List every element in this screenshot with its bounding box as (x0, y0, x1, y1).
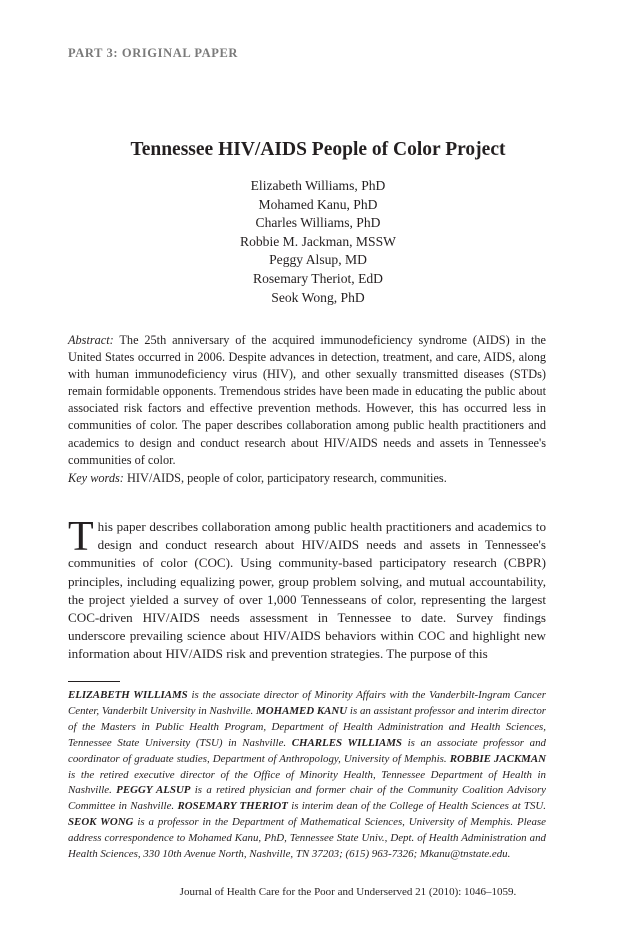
footnote-text: is a professor in the Department of Mathematical Sciences, University of Memphis. Please address correspondence to Mohamed Kanu, PhD, Tennessee State Univ., Dept. of Health Administration and Health Sciences, 330 10th Avenue North, Nashville, TN 37203; (615) 963-7326; Mkanu@tnstate.edu. (68, 816, 546, 861)
body-paragraph (68, 514, 546, 664)
footnote-author-name: MOHAMED KANU (256, 704, 348, 717)
footnote-text: is interim dean of the College of Health Sciences at TSU. (287, 800, 547, 813)
paper-title: Tennessee HIV/AIDS People of Color Project (130, 139, 506, 160)
section-label: PART 3: ORIGINAL PAPER (68, 46, 239, 60)
footnote-text: is a retired physician and former chair of the Community Coalition Advisory Committee in Nashville. (68, 784, 547, 813)
author-name: Peggy Alsup, MD (269, 252, 367, 268)
footnote-text: is the associate director of Minority Affairs with the Vanderbilt-Ingram Cancer Center, Vanderbilt University in Nashville. (68, 689, 546, 717)
keywords-label: Key words: (68, 471, 124, 485)
author-footnote (68, 688, 546, 863)
footnote-author-name: ROSEMARY THERIOT (177, 800, 288, 813)
author-name: Seok Wong, PhD (271, 289, 365, 305)
abstract-label: Abstract: (68, 333, 114, 347)
footnote-text: is an associate professor and coordinator of graduate studies, Department of Anthropology, University of Memphis. (68, 736, 546, 765)
abstract (68, 332, 546, 469)
author-name: Robbie M. Jackman, MSSW (240, 233, 396, 249)
footnote-text: is the retired executive director of the Office of Minority Health, Tennessee Department of Health in Nashville. (68, 768, 546, 797)
footnote-author-name: PEGGY ALSUP (116, 784, 191, 797)
footnote-author-name: SEOK WONG (68, 816, 134, 829)
abstract-text: The 25th anniversary of the acquired immunodeficiency syndrome (AIDS) in the United States occurred in 2006. Despite advances in detection, treatment, and care, AIDS, along with human immunodeficiency virus (HIV), and other sexually transmitted diseases (STDs) remain formidable opponents. Tremendous strides have been made in educating the public about associated risk factors and effective prevention methods. However, this has occurred less in communities of color. The paper describes collaboration among public health practitioners and academics to design and conduct research about HIV/AIDS needs and assets in Tennessee's communities of color. (68, 333, 546, 467)
footnote-author-name: ELIZABETH WILLIAMS (68, 689, 188, 701)
journal-citation: Journal of Health Care for the Poor and Underserved 21 (2010): 1046–1059. (179, 886, 517, 898)
keywords (68, 470, 546, 487)
footnote-author-name: ROBBIE JACKMAN (449, 752, 546, 765)
author-name: Charles Williams, PhD (255, 215, 381, 231)
footnote-author-name: CHARLES WILLIAMS (291, 736, 402, 749)
footnote-text: is an assistant professor and interim director of the Masters in Public Health Program, Department of Health Administration and Health Sciences, Tennessee State University (TSU) in Nashville. (68, 704, 547, 749)
author-name: Mohamed Kanu, PhD (258, 196, 378, 212)
keywords-text: HIV/AIDS, people of color, participatory research, communities. (126, 471, 447, 485)
author-name: Rosemary Theriot, EdD (253, 270, 383, 286)
body-text: his paper describes collaboration among public health practitioners and academics to design and conduct research about HIV/AIDS needs and assets in Tennessee's communities of color (COC). Using community-based participatory research (CBPR) principles, including equalizing power, group problem solving, and mutual accountability, the project yielded a survey of over 1,000 Tennesseans of color, representing the largest COC-driven HIV/AIDS needs assessment in Tennessee to date. Survey findings underscore prevailing science about HIV/AIDS behaviors within COC and highlight new information about HIV/AIDS risk and prevention strategies. The purpose of this (68, 519, 546, 662)
author-list (60, 177, 576, 307)
drop-cap: T (68, 514, 94, 560)
footnote-divider (68, 681, 120, 682)
author-name: Elizabeth Williams, PhD (250, 178, 386, 193)
